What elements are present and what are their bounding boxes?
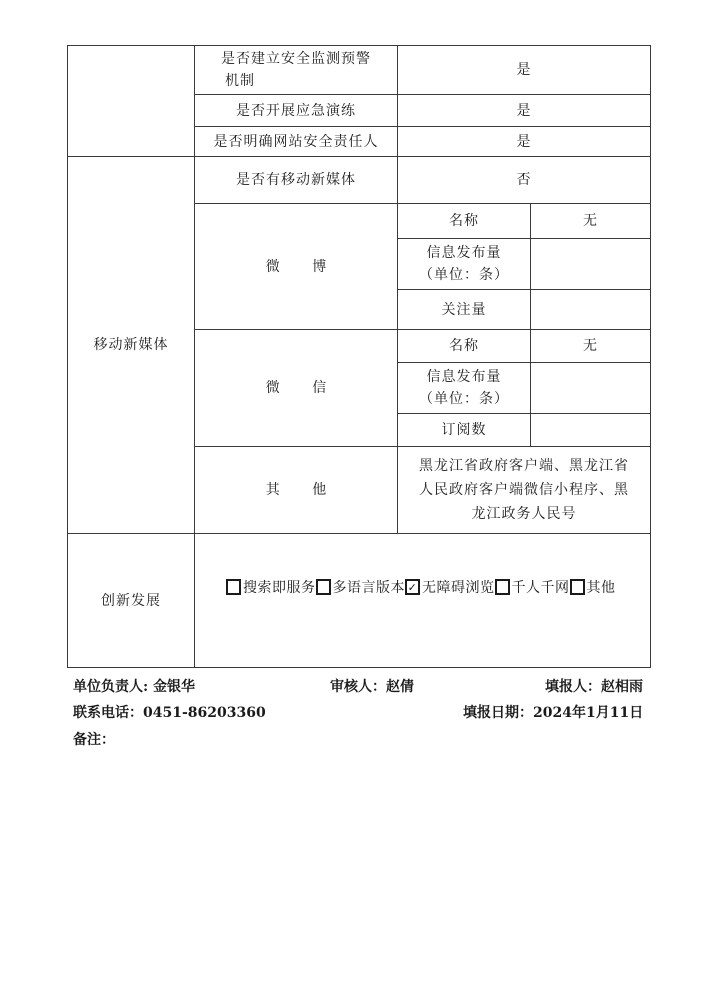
wechat-name-label: 名称 [449, 338, 479, 354]
emergency-drill-label: 是否开展应急演练 [236, 102, 356, 119]
value-line: 龙江政务人民号 [471, 506, 577, 522]
weibo-label: 微 博 [265, 258, 341, 275]
has-mobile-label: 是否有移动新媒体 [236, 172, 356, 188]
option-other[interactable] [570, 577, 616, 597]
other-label: 其 他 [265, 482, 341, 498]
security-owner-label: 是否明确网站安全责任人 [213, 133, 379, 150]
value-line: 人民政府客户端微信小程序、黑 [419, 482, 629, 498]
option-label: 千人千网 [511, 580, 570, 596]
table-border-right [650, 45, 651, 668]
label-line: 机制 [225, 73, 255, 89]
has-mobile-value: 否 [516, 172, 532, 188]
wechat-posts-value [531, 363, 650, 413]
table-border-bottom [67, 667, 650, 668]
remark: 备注： [73, 732, 115, 748]
security-owner-value: 是 [516, 133, 532, 150]
wechat-label: 微 信 [265, 380, 341, 396]
monitoring-warning-label [195, 46, 397, 94]
weibo-name-label: 名称 [449, 213, 479, 229]
label-line: （单位：条） [419, 391, 509, 407]
checkbox-icon[interactable] [570, 579, 585, 595]
wechat-name-value: 无 [583, 338, 598, 354]
option-label: 多语言版本 [332, 580, 405, 596]
option-label: 其他 [586, 580, 616, 596]
reviewer: 审核人：赵倩 [330, 679, 414, 695]
unit-head: 单位负责人: 金银华 [73, 679, 196, 695]
phone: 联系电话：0451-86203360 [73, 705, 266, 721]
value-line: 黑龙江省政府客户端、黑龙江省 [419, 458, 629, 474]
mobile-section-label: 移动新媒体 [93, 337, 169, 353]
monitoring-warning-value: 是 [516, 62, 532, 78]
option-label: 无障碍浏览 [422, 580, 495, 596]
emergency-drill-value: 是 [516, 102, 532, 119]
label-line: 是否建立安全监测预警 [221, 51, 371, 67]
checkbox-icon[interactable] [495, 579, 510, 595]
option-search-as-service[interactable] [226, 577, 316, 597]
label-line: （单位：条） [419, 267, 509, 283]
weibo-followers-label: 关注量 [441, 301, 487, 318]
option-label: 搜索即服务 [243, 580, 316, 596]
option-multilingual[interactable] [316, 577, 406, 597]
innovation-label: 创新发展 [101, 592, 161, 609]
checkbox-icon[interactable] [226, 579, 241, 595]
weibo-followers-value [531, 290, 650, 329]
fill-date: 填报日期：2024年1月11日 [463, 705, 644, 721]
label-line: 信息发布量 [426, 369, 502, 385]
checkbox-checked-icon[interactable]: ✓ [405, 579, 420, 595]
other-value [398, 447, 650, 533]
weibo-posts-label [398, 239, 530, 289]
filler: 填报人：赵相雨 [545, 679, 643, 695]
option-accessibility[interactable] [405, 577, 495, 597]
label-line: 信息发布量 [426, 245, 502, 261]
innovation-options [226, 577, 616, 597]
option-personalized[interactable] [495, 577, 570, 597]
wechat-posts-label [398, 363, 530, 413]
weibo-posts-value [531, 239, 650, 289]
weibo-name-value: 无 [583, 213, 598, 229]
checkbox-icon[interactable] [316, 579, 331, 595]
wechat-subscribers-value [531, 414, 650, 446]
wechat-subscribers-label: 订阅数 [441, 422, 487, 438]
